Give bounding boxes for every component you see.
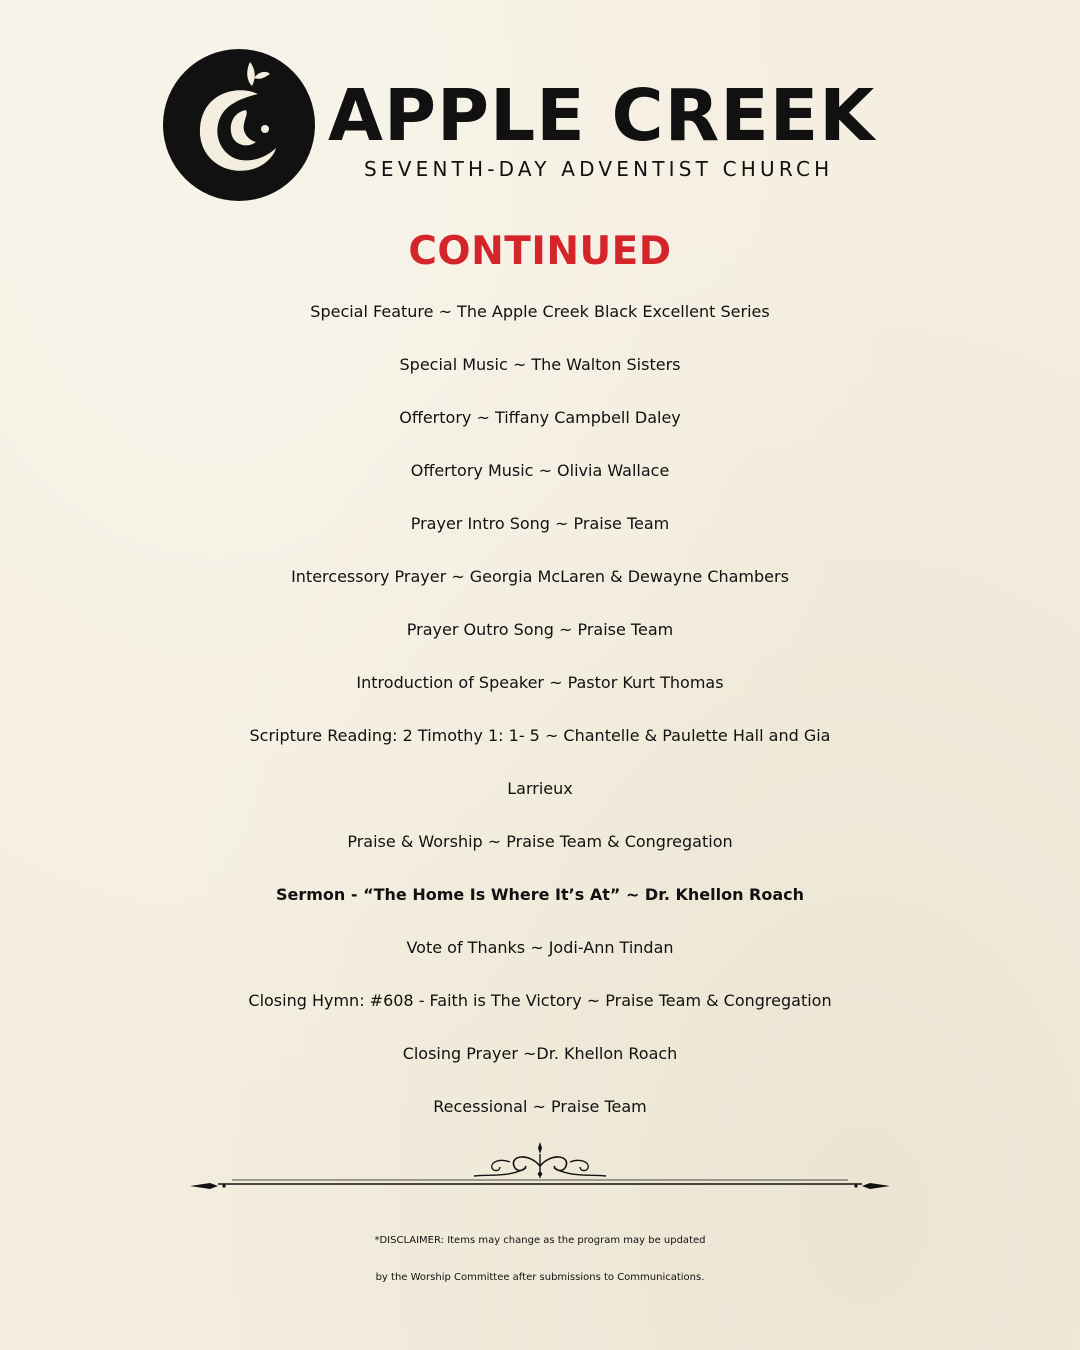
program-item: Prayer Outro Song ~ Praise Team (406, 620, 674, 639)
program-item: Scripture Reading: 2 Timothy 1: 1- 5 ~ Chantelle & Paulette Hall and Gia (249, 726, 831, 745)
section-title: CONTINUED (408, 229, 672, 274)
program-item: Special Feature ~ The Apple Creek Black Excellent Series (310, 302, 770, 321)
apple-c-logo-icon (162, 48, 316, 202)
program-item: Praise & Worship ~ Praise Team & Congregation (347, 832, 733, 851)
program-item: Vote of Thanks ~ Jodi-Ann Tindan (406, 938, 674, 957)
church-header (162, 48, 922, 206)
program-item: Intercessory Prayer ~ Georgia McLaren & Dewayne Chambers (291, 567, 789, 586)
program-list (0, 285, 1080, 1133)
program-item: Closing Prayer ~Dr. Khellon Roach (402, 1044, 678, 1063)
program-item: Prayer Intro Song ~ Praise Team (410, 514, 670, 533)
program-item: Offertory Music ~ Olivia Wallace (410, 461, 670, 480)
program-item: Larrieux (507, 779, 573, 798)
program-item: Closing Hymn: #608 - Faith is The Victory ~ Praise Team & Congregation (248, 991, 832, 1010)
church-subtitle: SEVENTH-DAY ADVENTIST CHURCH (364, 157, 834, 181)
church-name: APPLE CREEK (328, 74, 876, 157)
program-item: Special Music ~ The Walton Sisters (399, 355, 681, 374)
ornamental-flourish-divider-icon (188, 1138, 892, 1196)
program-item: Recessional ~ Praise Team (433, 1097, 647, 1116)
disclaimer-line-2: by the Worship Committee after submissions to Communications. (375, 1272, 705, 1283)
disclaimer (0, 1222, 1080, 1296)
program-item: Introduction of Speaker ~ Pastor Kurt Thomas (356, 673, 724, 692)
program-item: Sermon - “The Home Is Where It’s At” ~ Dr. Khellon Roach (275, 885, 805, 904)
program-item: Offertory ~ Tiffany Campbell Daley (399, 408, 681, 427)
disclaimer-line-1: *DISCLAIMER: Items may change as the program may be updated (374, 1235, 706, 1246)
